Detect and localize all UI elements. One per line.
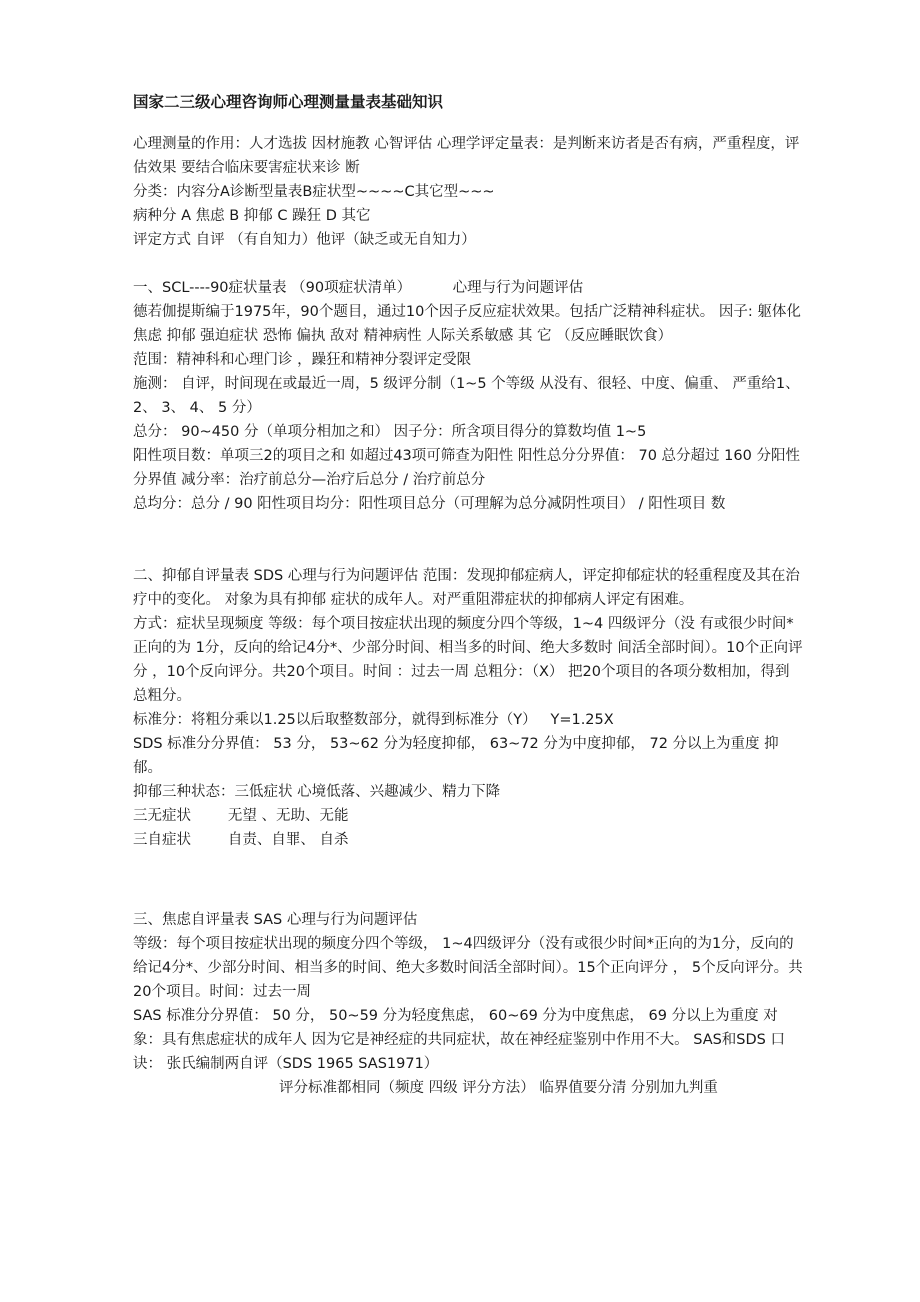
intro-paragraph: 评定方式 自评 （有自知力）他评（缺乏或无自知力）	[133, 232, 476, 248]
sas-section	[133, 908, 803, 1100]
section-heading: 二、抑郁自评量表 SDS 心理与行为问题评估 范围：发现抑郁症病人，评定抑郁症状的轻重程度及其在治疗中的变化。 对象为具有抑郁 症状的成年人。对严重阻滞症状的抑郁病人评定有困难。	[133, 568, 800, 608]
section-paragraph: 阳性项目数：单项三2的项目之和 如超过43项可筛查为阳性 阳性总分分界值： 70 总分超过 160 分阳性分界值 减分率：治疗前总分—治疗后总分 / 治疗前总分	[133, 448, 800, 488]
intro-section	[133, 132, 803, 252]
section-paragraph: 抑郁三种状态：三低症状 心境低落、兴趣减少、精力下降	[133, 784, 501, 800]
section-paragraph: 总分： 90~450 分（单项分相加之和） 因子分：所含项目得分的算数均值 1~5	[133, 424, 647, 440]
intro-paragraph: 病种分 A 焦虑 B 抑郁 C 躁狂 D 其它	[133, 208, 371, 224]
section-paragraph: 三无症状 无望 、无助、无能	[133, 808, 349, 824]
section-heading: 三、焦虑自评量表 SAS 心理与行为问题评估	[133, 912, 418, 928]
section-paragraph: 方式：症状呈现频度 等级：每个项目按症状出现的频度分四个等级，1~4 四级评分（没 有或很少时间*正向的为 1分，反向的给记4分*、少部分时间、相当多的时间、绝大多数时 间活全部时间）。10个正向评分 ，10个反向评分。共20个项目。时间 ：过去一周 总粗分：（X） 把20个项目的各项分数相加，得到总粗分。	[133, 616, 803, 704]
section-paragraph: 评分标准都相同（频度 四级 评分方法） 临界值要分清 分别加九判重	[279, 1080, 718, 1096]
scl90-section	[133, 276, 803, 516]
section-heading: 一、SCL----90症状量表 （90项症状清单） 心理与行为问题评估	[133, 280, 584, 296]
intro-paragraph: 分类：内容分A诊断型量表B症状型~~~~C其它型~~~	[133, 184, 495, 200]
section-paragraph: 等级：每个项目按症状出现的频度分四个等级， 1~4四级评分（没有或很少时间*正向的为1分，反向的给记4分*、少部分时间、相当多的时间、绝大多数时间活全部时间）。15个正向评分 ， 5个反向评分。共20个项目。时间：过去一周	[133, 936, 803, 1000]
section-paragraph: SAS 标准分分界值： 50 分， 50~59 分为轻度焦虑， 60~69 分为中度焦虑， 69 分以上为重度 对象：具有焦虑症状的成年人 因为它是神经症的共同症状，故在神经症鉴别中作用不大。 SAS和SDS 口诀： 张氏编制两自评（SDS 1965 SAS1971）	[133, 1008, 785, 1072]
section-paragraph: SDS 标准分分界值： 53 分， 53~62 分为轻度抑郁， 63~72 分为中度抑郁， 72 分以上为重度 抑郁。	[133, 736, 779, 776]
section-paragraph: 德若伽提斯编于1975年，90个题目，通过10个因子反应症状效果。包括广泛精神科症状。 因子: 躯体化 焦虑 抑郁 强迫症状 恐怖 偏执 敌对 精神病性 人际关系敏感 其 它 （反应睡眠饮食）	[133, 304, 801, 344]
document-title: 国家二三级心理咨询师心理测量量表基础知识	[133, 93, 444, 111]
section-paragraph: 标准分：将粗分乘以1.25以后取整数部分，就得到标准分（Y） Y=1.25X	[133, 712, 614, 728]
section-paragraph: 范围：精神科和心理门诊 ，躁狂和精神分裂评定受限	[133, 352, 472, 368]
document-body	[133, 90, 803, 1100]
section-paragraph: 三自症状 自责、自罪、 自杀	[133, 832, 349, 848]
intro-paragraph: 心理测量的作用：人才选拔 因材施教 心智评估 心理学评定量表：是判断来访者是否有病，严重程度，评估效果 要结合临床要害症状来诊 断	[133, 136, 800, 176]
section-paragraph: 总均分：总分 / 90 阳性项目均分：阳性项目总分（可理解为总分减阴性项目） / 阳性项目 数	[133, 496, 726, 512]
section-paragraph: 施测： 自评，时间现在或最近一周，5 级评分制（1~5 个等级 从没有、很轻、中度、偏重、 严重给1、 2、 3、 4、 5 分）	[133, 376, 800, 416]
sds-section	[133, 564, 803, 852]
